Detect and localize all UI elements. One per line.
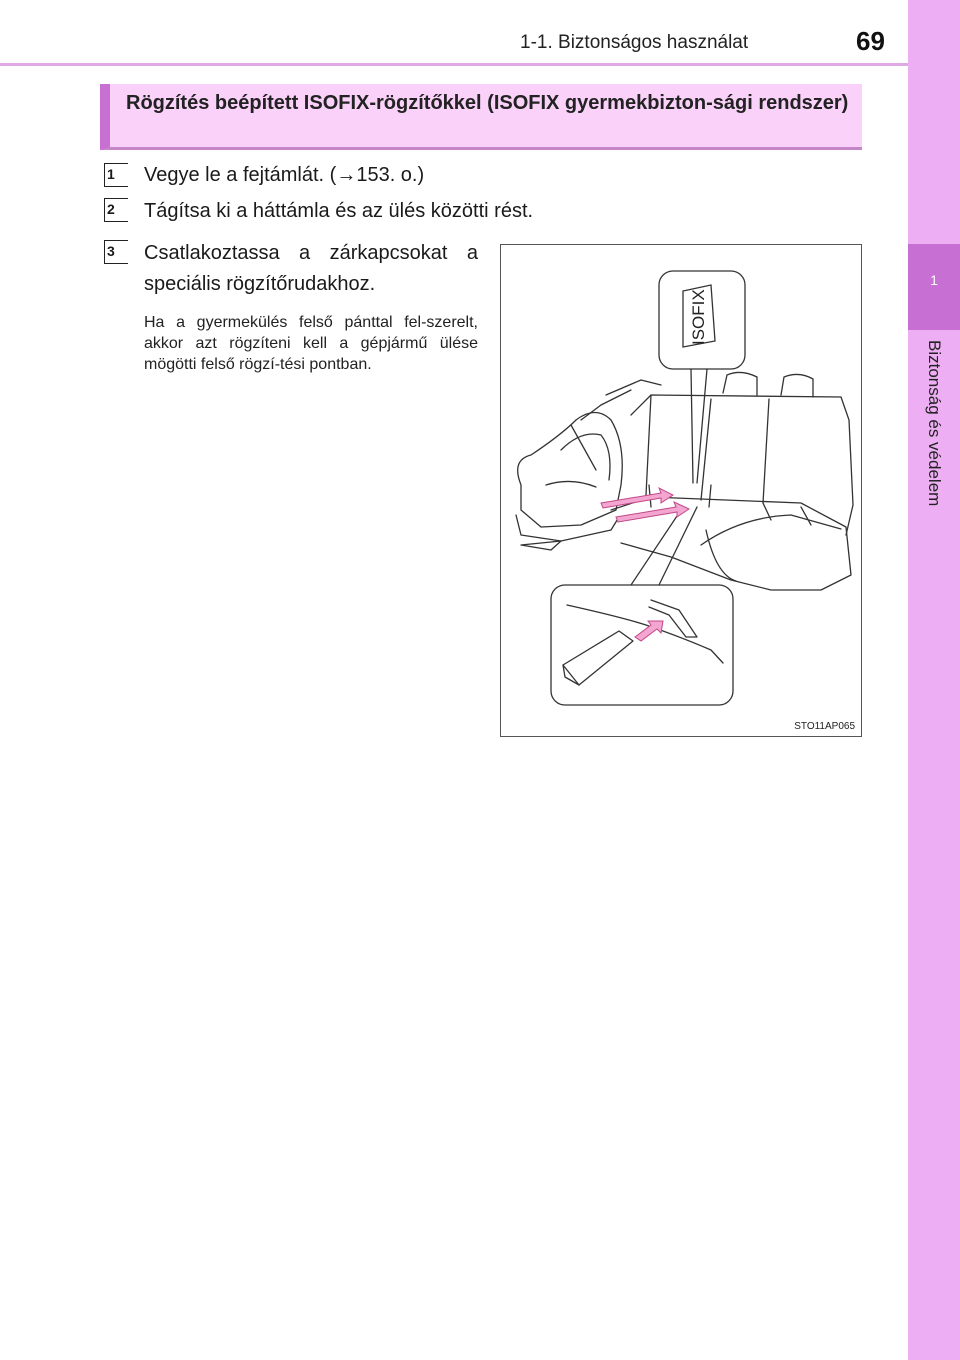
step-3-text: Csatlakoztassa a zárkapcsokat a speciális rögzítőrudakhoz. — [144, 242, 478, 295]
chapter-number: 1 — [930, 272, 938, 288]
figure-code: STO11AP065 — [794, 721, 855, 732]
header-section-title: 1-1. Biztonságos használat — [520, 32, 749, 53]
isofix-illustration — [500, 244, 862, 737]
isofix-tag — [683, 285, 715, 347]
step-3-note: Ha a gyermekülés felső pánttal fel-szerelt, akkor azt rögzíteni kell a gépjármű ülése mögötti felső rögzí-tési pontban. — [144, 314, 478, 373]
step-3-number: 3 — [104, 240, 130, 264]
chapter-side-tab — [908, 0, 960, 1360]
chapter-label: Biztonság és védelem — [925, 340, 944, 507]
header-divider — [0, 63, 908, 66]
seat-drawing — [501, 245, 863, 738]
step-1-number: 1 — [104, 163, 130, 187]
step-2-text: Tágítsa ki a háttámla és az ülés közötti rést. — [144, 200, 534, 222]
step-2-number: 2 — [104, 198, 130, 222]
page-number: 69 — [856, 26, 885, 56]
section-title: Rögzítés beépített ISOFIX-rögzítőkkel (ISOFIX gyermekbizton-sági rendszer) — [100, 84, 862, 150]
isofix-label: ISOFIX — [689, 289, 708, 345]
step-1-text: Vegye le a fejtámlát. (→153. o.) — [144, 164, 425, 186]
